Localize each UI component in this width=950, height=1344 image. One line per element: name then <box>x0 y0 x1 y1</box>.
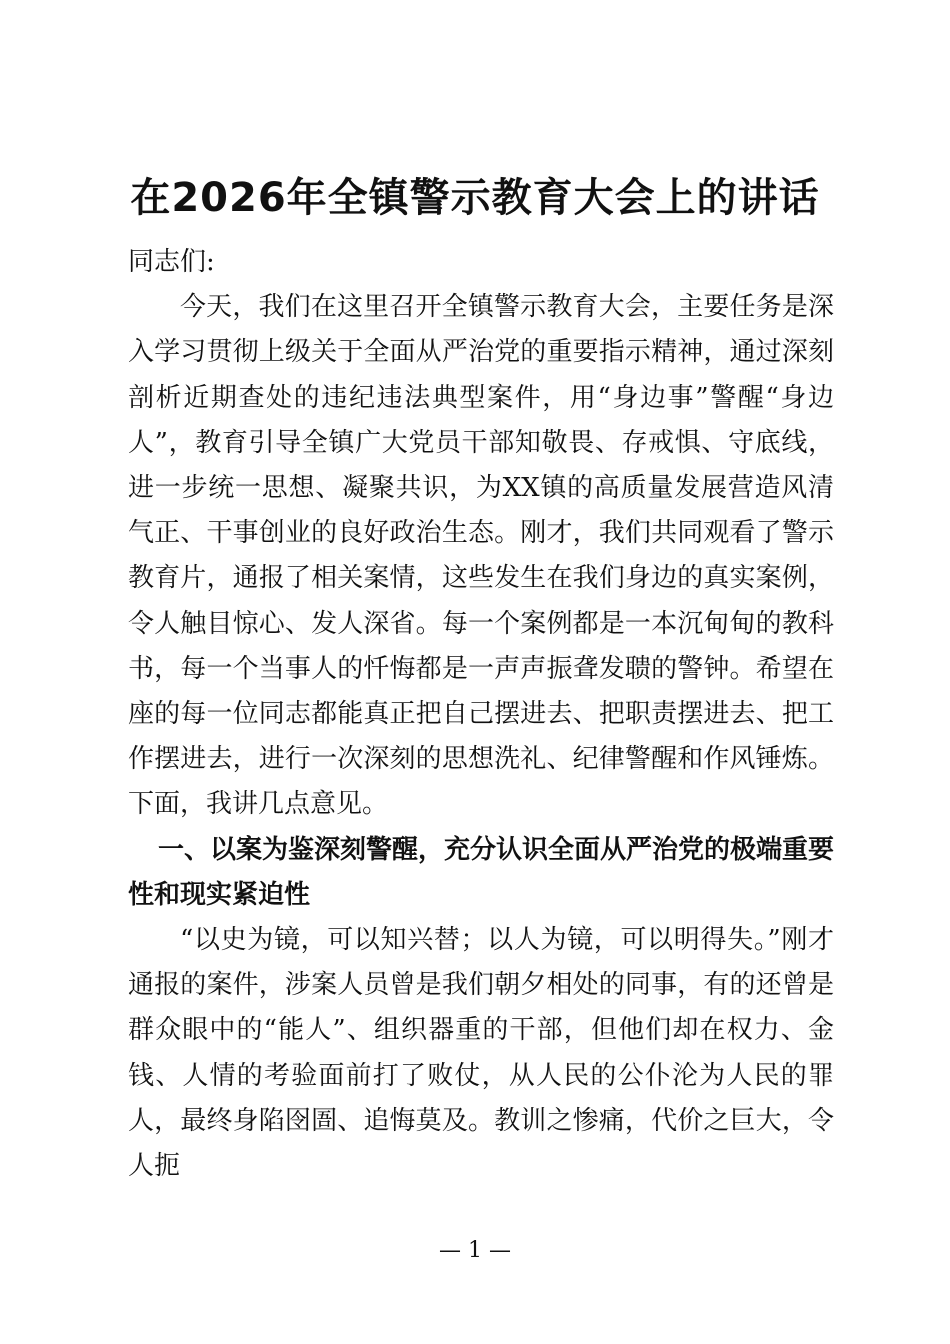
page-number: — 1 — <box>439 1238 511 1263</box>
document-body <box>128 240 834 1189</box>
section-paragraph: “以史为镜，可以知兴替；以人为镜，可以明得失。”刚才通报的案件，涉案人员曾是我们朝夕相处的同事，有的还曾是群众眼中的“能人”、组织器重的干部，但他们却在权力、金钱、人情的考验面前打了败仗，从人民的公仆沦为人民的罪人，最终身陷囹圄、追悔莫及。教训之惨痛，代价之巨大，令人扼 <box>128 925 834 1182</box>
document-title: 在2026年全镇警示教育大会上的讲话 <box>130 175 820 221</box>
section-heading: 一、以案为鉴深刻警醒，充分认识全面从严治党的极端重要性和现实紧迫性 <box>128 834 835 910</box>
opening-paragraph: 今天，我们在这里召开全镇警示教育大会，主要任务是深入学习贯彻上级关于全面从严治党的重要指示精神，通过深刻剖析近期查处的违纪违法典型案件，用“身边事”警醒“身边人”，教育引导全镇广大党员干部知敬畏、存戒惧、守底线，进一步统一思想、凝聚共识，为XX镇的高质量发展营造风清气正、干事创业的良好政治生态。刚才，我们共同观看了警示教育片，通报了相关案情，这些发生在我们身边的真实案例，令人触目惊心、发人深省。每一个案例都是一本沉甸甸的教科书，每一个当事人的忏悔都是一声声振聋发聩的警钟。希望在座的每一位同志都能真正把自己摆进去、把职责摆进去、把工作摆进去，进行一次深刻的思想洗礼、纪律警醒和作风锤炼。下面，我讲几点意见。 <box>128 292 834 820</box>
salutation: 同志们: <box>128 247 215 277</box>
